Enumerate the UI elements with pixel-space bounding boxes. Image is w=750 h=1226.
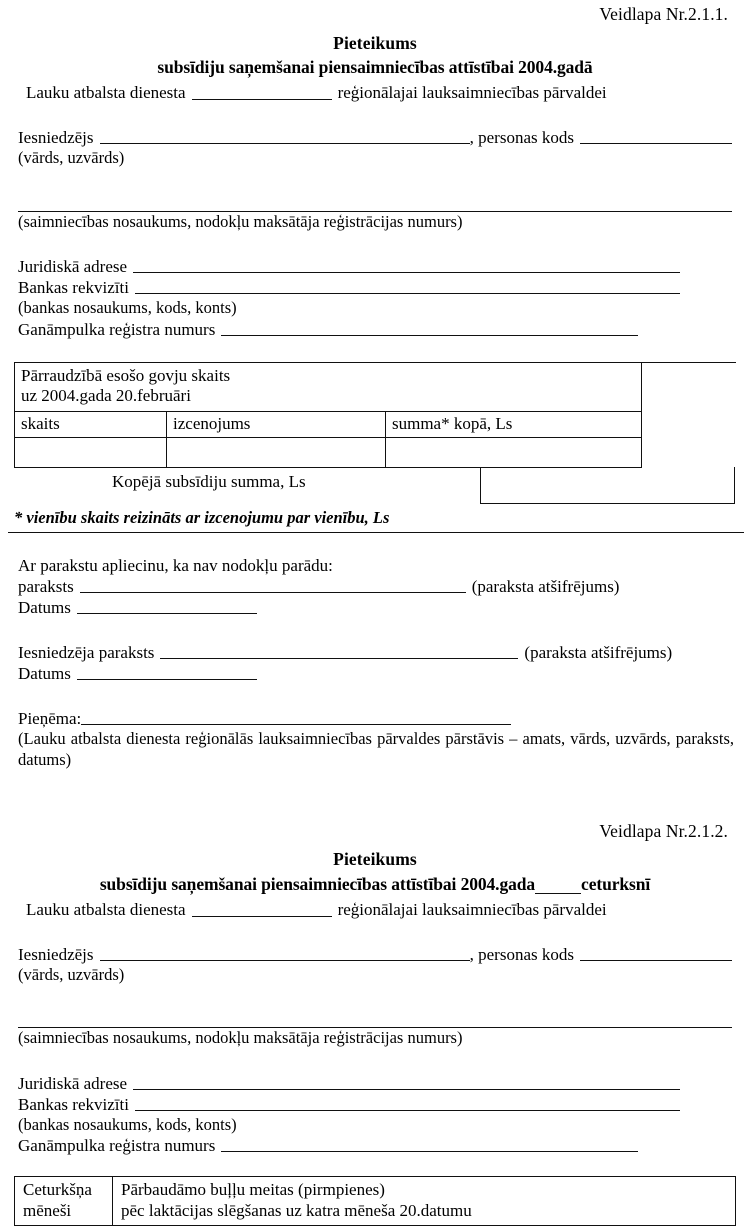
farm-name-hint: (saimniecības nosaukums, nodokļu maksātāja reģistrācijas numurs)	[18, 1028, 463, 1048]
column-header-heifers	[113, 1177, 736, 1226]
date-input[interactable]	[77, 613, 257, 614]
applicant-signature-hint: (paraksta atšifrējums)	[524, 642, 673, 662]
page-subtitle: subsīdiju saņemšanai piensaimniecības attīstībai 2004.gadā	[157, 57, 593, 78]
column-header-izcenojums: izcenojums	[167, 411, 386, 437]
applicant-signature-label: Iesniedzēja paraksts	[18, 642, 155, 662]
applicant-separator-label: , personas kods	[469, 128, 574, 148]
quarter-input[interactable]	[535, 893, 581, 894]
authority-prefix-label: Lauku atbalsta dienesta	[26, 83, 186, 103]
cows-table-spacer-cell	[642, 362, 736, 467]
bank-details-input[interactable]	[135, 1110, 680, 1111]
bank-details-hint: (bankas nosaukums, kods, konts)	[18, 1114, 237, 1134]
cows-table	[14, 362, 736, 468]
legal-address-label: Juridiskā adrese	[18, 1073, 128, 1093]
form-number-label: Veidlapa Nr.2.1.1.	[599, 4, 728, 24]
received-row	[0, 708, 750, 729]
applicant-label: Iesniedzējs	[18, 128, 94, 148]
column-header-summa: summa* kopā, Ls	[386, 411, 642, 437]
bank-details-label: Bankas rekvizīti	[18, 1094, 129, 1114]
bank-details-hint: (bankas nosaukums, kods, konts)	[18, 298, 237, 318]
table-row	[15, 438, 736, 468]
received-hint: (Lauku atbalsta dienesta reģionālās lauksaimniecības pārvaldes pārstāvis – amats, vārds, uzvārds, paraksts, datums)	[18, 728, 734, 769]
date-label: Datums	[18, 597, 71, 617]
quarter-months-line1: Ceturkšņa	[23, 1180, 92, 1200]
table-footnote: * vienību skaits reizināts ar izcenojumu par vienību, Ls	[14, 508, 390, 528]
applicant-hint: (vārds, uzvārds)	[18, 964, 125, 984]
signature-input[interactable]	[80, 592, 466, 593]
total-label: Kopējā subsīdiju summa, Ls	[112, 472, 306, 492]
column-header-skaits: skaits	[15, 411, 167, 437]
signature-row	[0, 576, 750, 597]
farm-name-row	[0, 191, 750, 212]
applicant-hint: (vārds, uzvārds)	[18, 148, 125, 168]
herd-register-label: Ganāmpulka reģistra numurs	[18, 1136, 216, 1156]
applicant-separator-label: , personas kods	[469, 944, 574, 964]
quarter-months-line2: mēneši	[23, 1200, 72, 1220]
herd-register-row	[0, 319, 750, 340]
table-row	[15, 362, 736, 411]
cell-skaits[interactable]	[15, 438, 167, 468]
authority-input[interactable]	[192, 916, 332, 917]
bank-details-input[interactable]	[135, 293, 680, 294]
herd-register-input[interactable]	[221, 1151, 638, 1152]
authority-row	[0, 899, 750, 920]
authority-input[interactable]	[192, 99, 332, 100]
signature-label: paraksts	[18, 576, 74, 596]
personal-code-input[interactable]	[580, 960, 732, 961]
authority-prefix-label: Lauku atbalsta dienesta	[26, 899, 186, 919]
page-title: Pieteikums	[333, 32, 417, 53]
authority-row	[0, 82, 750, 103]
declaration-text: Ar parakstu apliecinu, ka nav nodokļu parādu:	[18, 555, 333, 575]
farm-name-hint: (saimniecības nosaukums, nodokļu maksātāja reģistrācijas numurs)	[18, 211, 463, 231]
cows-table-header	[15, 362, 642, 411]
cell-izcenojums[interactable]	[167, 438, 386, 468]
form-number-label: Veidlapa Nr.2.1.2.	[599, 820, 728, 841]
bank-details-label: Bankas rekvizīti	[18, 278, 129, 298]
signature-hint: (paraksta atšifrējums)	[471, 576, 620, 596]
applicant-signature-row	[0, 642, 750, 663]
received-input[interactable]	[81, 724, 511, 725]
applicant-signature-input[interactable]	[160, 658, 518, 659]
herd-register-input[interactable]	[221, 335, 638, 336]
cell-summa[interactable]	[386, 438, 642, 468]
applicant-label: Iesniedzējs	[18, 944, 94, 964]
legal-address-input[interactable]	[133, 1089, 680, 1090]
legal-address-label: Juridiskā adrese	[18, 257, 128, 277]
received-label: Pieņēma:	[18, 708, 82, 728]
authority-suffix-label: reģionālajai lauksaimniecības pārvaldei	[337, 83, 607, 103]
page-subtitle-before: subsīdiju saņemšanai piensaimniecības attīstībai 2004.gada	[99, 873, 536, 894]
bank-details-row	[0, 277, 750, 298]
form-2-1-2	[0, 821, 750, 1226]
legal-address-row	[0, 1073, 750, 1094]
farm-name-row	[0, 1007, 750, 1028]
table-row	[15, 1177, 736, 1226]
total-row	[0, 468, 750, 506]
applicant-row	[0, 127, 750, 148]
page-title: Pieteikums	[333, 849, 417, 870]
quarterly-table-wrapper	[0, 1176, 750, 1226]
legal-address-input[interactable]	[133, 272, 680, 273]
cows-table-header-line1: Pārraudzībā esošo govju skaits	[21, 365, 231, 385]
page-subtitle	[0, 874, 750, 896]
date-row	[0, 597, 750, 618]
cows-table-header-line2: uz 2004.gada 20.februāri	[21, 386, 191, 406]
personal-code-input[interactable]	[580, 143, 732, 144]
applicant-date-input[interactable]	[77, 679, 257, 680]
bank-details-row	[0, 1094, 750, 1115]
column-header-quarter-months	[15, 1177, 113, 1226]
applicant-date-row	[0, 663, 750, 684]
applicant-row	[0, 944, 750, 965]
authority-suffix-label: reģionālajai lauksaimniecības pārvaldei	[337, 899, 607, 919]
herd-register-row	[0, 1135, 750, 1156]
heifers-line2: pēc laktācijas slēgšanas uz katra mēneša 20.datumu	[121, 1200, 472, 1220]
applicant-name-input[interactable]	[100, 960, 470, 961]
heifers-line1: Pārbaudāmo buļļu meitas (pirmpienes)	[121, 1180, 385, 1200]
total-value-box[interactable]	[480, 467, 735, 504]
legal-address-row	[0, 256, 750, 277]
page-subtitle-after: ceturksnī	[581, 873, 651, 894]
cows-table-wrapper	[0, 362, 750, 468]
table-row	[15, 411, 736, 437]
herd-register-label: Ganāmpulka reģistra numurs	[18, 319, 216, 339]
quarterly-table	[14, 1176, 736, 1226]
applicant-name-input[interactable]	[100, 143, 470, 144]
applicant-date-label: Datums	[18, 663, 71, 683]
